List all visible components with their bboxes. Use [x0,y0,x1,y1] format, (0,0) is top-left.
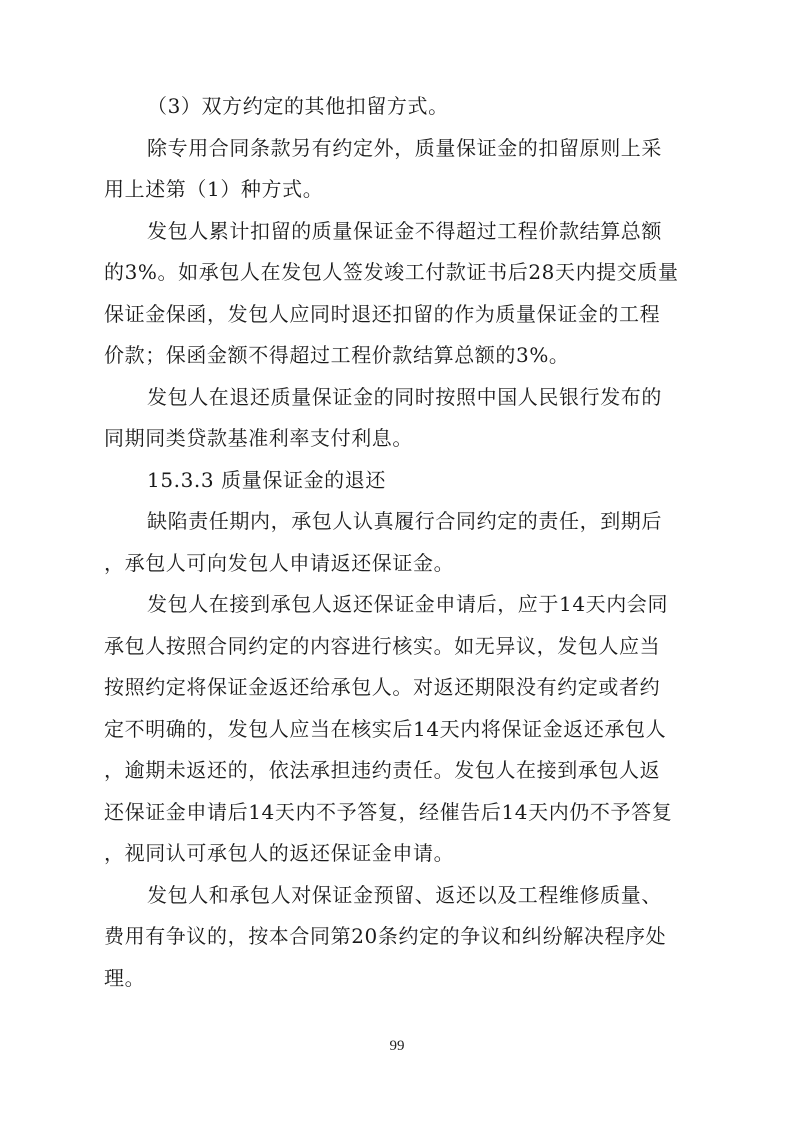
text-line: 用上述第（1）种方式。 [104,177,324,201]
text-line: （3）双方约定的其他扣留方式。 [147,94,449,118]
text-line: 价款；保函金额不得超过工程价款结算总额的3%。 [104,343,570,367]
text-line: ，逾期未返还的，依法承担违约责任。发包人在接到承包人返 [104,758,661,782]
text-line: 发包人累计扣留的质量保证金不得超过工程价款结算总额 [147,218,662,243]
text-line: 费用有争议的，按本合同第20条约定的争议和纠纷解决程序处 [104,924,667,948]
text-line: 发包人在退还质量保证金的同时按照中国人民银行发布的 [147,384,662,409]
text-line: 发包人在接到承包人返还保证金申请后，应于14天内会同 [147,592,669,616]
text-line: ，视同认可承包人的返还保证金申请。 [104,841,455,865]
text-line: 定不明确的，发包人应当在核实后14天内将保证金返还承包人 [104,716,667,741]
text-line: 承包人按照合同约定的内容进行核实。如无异议，发包人应当 [104,633,661,658]
page-number: 99 [389,1038,405,1054]
text-line: 理。 [104,965,146,990]
text-line: 的3%。如承包人在发包人签发竣工付款证书后28天内提交质量 [104,260,679,284]
text-line: 缺陷责任期内，承包人认真履行合同约定的责任，到期后 [147,509,662,533]
text-line: 按照约定将保证金返还给承包人。对返还期限没有约定或者约 [104,675,661,699]
text-line: 发包人和承包人对保证金预留、返还以及工程维修质量、 [147,882,662,907]
text-line: 还保证金申请后14天内不予答复，经催告后14天内仍不予答复 [104,799,673,824]
section-heading: 15.3.3 质量保证金的退还 [147,467,386,492]
text-line: ，承包人可向发包人申请返还保证金。 [104,550,455,575]
document-body [104,86,694,999]
text-line: 除专用合同条款另有约定外，质量保证金的扣留原则上采 [147,135,662,160]
text-line: 保证金保函，发包人应同时退还扣留的作为质量保证金的工程 [104,301,661,326]
text-line: 同期同类贷款基准利率支付利息。 [104,426,413,450]
